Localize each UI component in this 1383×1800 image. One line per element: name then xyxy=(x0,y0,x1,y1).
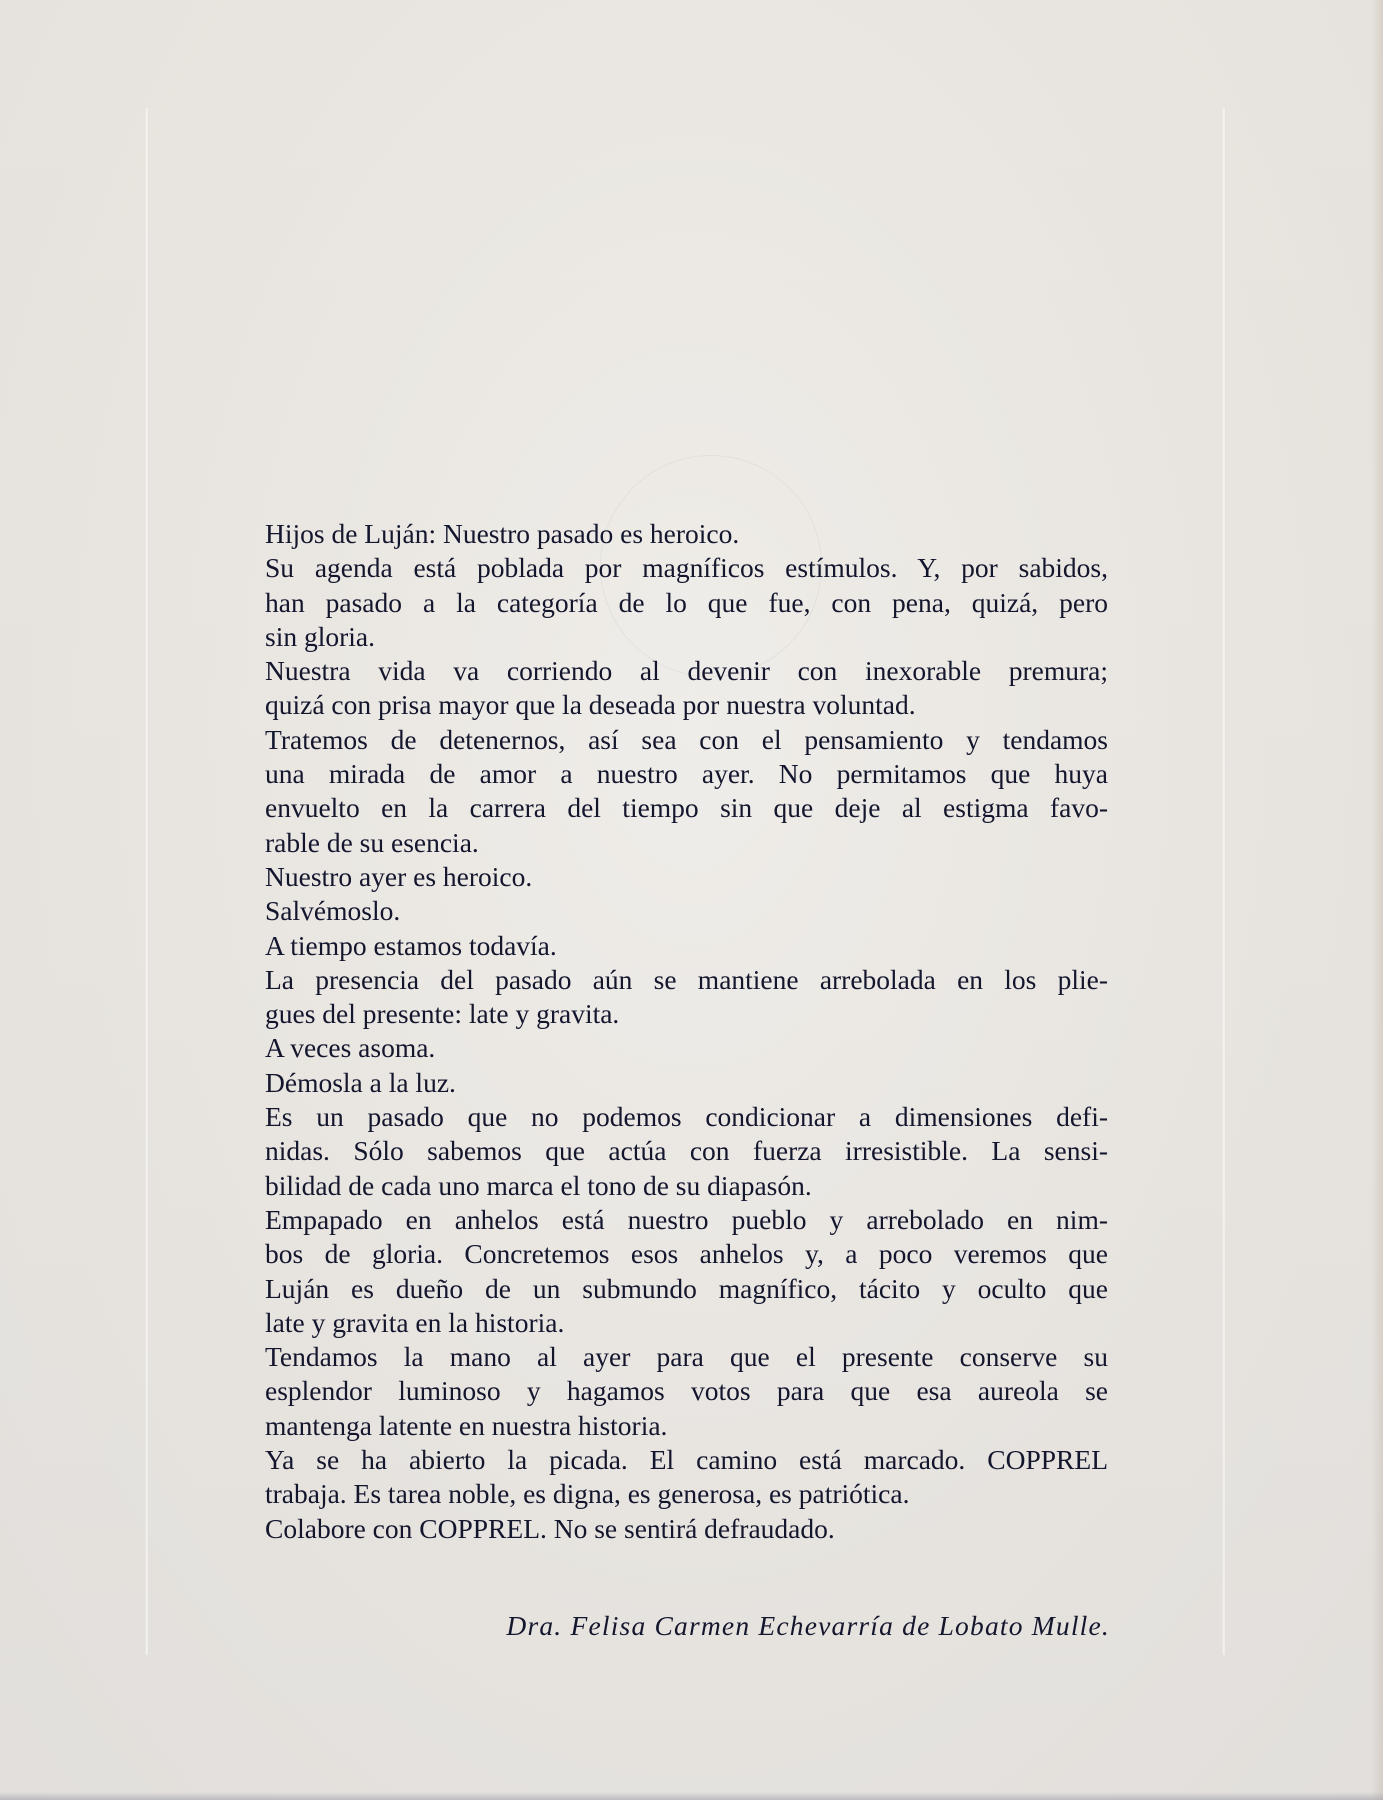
plate-mark-left xyxy=(145,108,149,1655)
text-line: quizá con prisa mayor que la deseada por nuestra voluntad. xyxy=(265,689,916,721)
text-line: esplendor luminoso y hagamos votos para que esa aureola se xyxy=(265,1375,1108,1407)
text-line: han pasado a la categoría de lo que fue, con pena, quizá, pero xyxy=(265,586,1108,618)
text-line: Nuestro ayer es heroico. xyxy=(265,860,533,892)
text-line: nidas. Sólo sabemos que actúa con fuerza irresistible. La sensi- xyxy=(265,1135,1108,1167)
page-bottom-shadow xyxy=(0,1792,1383,1800)
text-line: envuelto en la carrera del tiempo sin que deje al estigma favo- xyxy=(265,792,1108,824)
text-line: bos de gloria. Concretemos esos anhelos y, a poco veremos que xyxy=(265,1238,1108,1270)
text-line: Tratemos de detenernos, así sea con el pensamiento y tendamos xyxy=(265,723,1108,755)
text-line: Es un pasado que no podemos condicionar a dimensiones defi- xyxy=(265,1101,1108,1133)
text-line: Colabore con COPPREL. No se sentirá defraudado. xyxy=(265,1512,835,1544)
body-text xyxy=(265,517,1108,1546)
text-line: Tendamos la mano al ayer para que el presente conserve su xyxy=(265,1341,1108,1373)
author-signature: Dra. Felisa Carmen Echevarría de Lobato Mulle. xyxy=(506,1610,1110,1641)
text-line: late y gravita en la historia. xyxy=(265,1306,565,1338)
text-line: rable de su esencia. xyxy=(265,826,479,858)
text-line: gues del presente: late y gravita. xyxy=(265,998,620,1030)
text-line: bilidad de cada uno marca el tono de su diapasón. xyxy=(265,1169,812,1201)
text-line: Empapado en anhelos está nuestro pueblo y arrebolado en nim- xyxy=(265,1203,1108,1235)
text-line: Hijos de Luján: Nuestro pasado es heroico. xyxy=(265,518,740,549)
text-line: mantenga latente en nuestra historia. xyxy=(265,1409,668,1441)
text-line: A veces asoma. xyxy=(265,1032,436,1064)
text-line: Démosla a la luz. xyxy=(265,1066,456,1098)
text-line: trabaja. Es tarea noble, es digna, es generosa, es patriótica. xyxy=(265,1478,910,1510)
text-line: Nuestra vida va corriendo al devenir con inexorable premura; xyxy=(265,655,1108,687)
text-line: A tiempo estamos todavía. xyxy=(265,929,557,961)
text-line: Salvémoslo. xyxy=(265,895,401,927)
text-line: sin gloria. xyxy=(265,620,375,652)
text-line: La presencia del pasado aún se mantiene arrebolada en los plie- xyxy=(265,963,1108,995)
text-line: Su agenda está poblada por magníficos estímulos. Y, por sabidos, xyxy=(265,552,1108,584)
text-line: Luján es dueño de un submundo magnífico, tácito y oculto que xyxy=(265,1272,1108,1304)
text-line: Ya se ha abierto la picada. El camino está marcado. COPPREL xyxy=(265,1444,1108,1476)
text-line: una mirada de amor a nuestro ayer. No permitamos que huya xyxy=(265,758,1108,790)
page-edge-shadow xyxy=(1371,0,1383,1800)
plate-mark-right xyxy=(1222,108,1226,1655)
